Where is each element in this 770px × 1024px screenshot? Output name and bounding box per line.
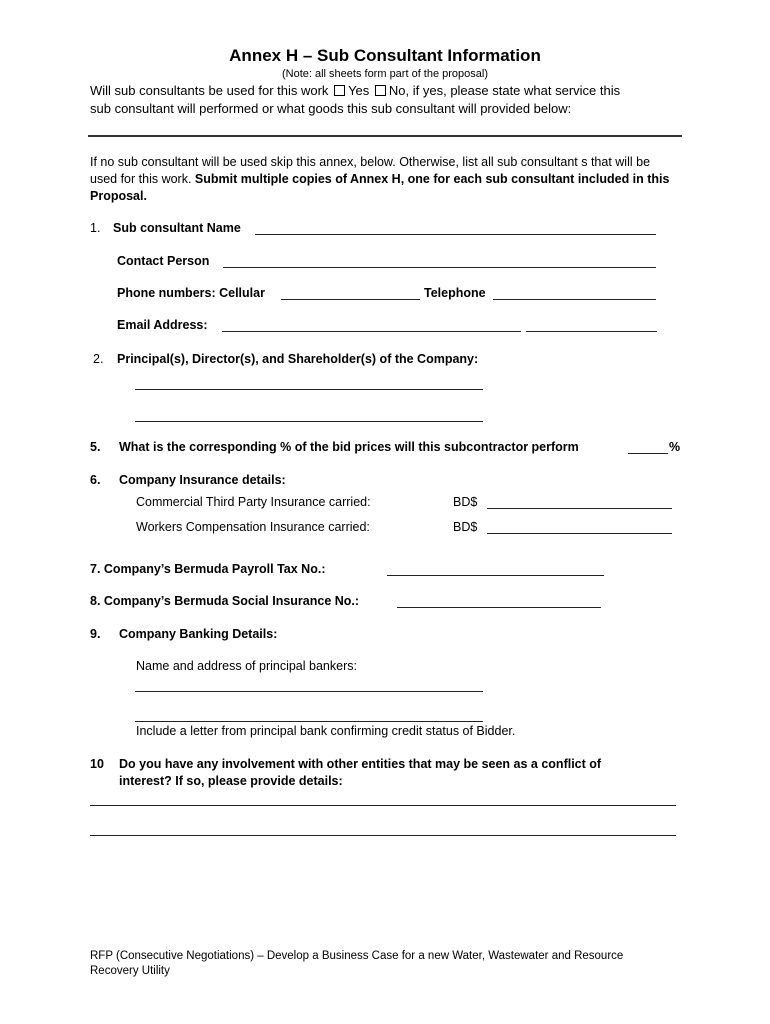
instructions-bold-text: Submit multiple copies of Annex H, one for each sub consultant included in this Proposal. — [90, 172, 670, 203]
cellular-field[interactable] — [281, 299, 420, 300]
principals-field-2[interactable] — [135, 421, 483, 422]
principals-field-1[interactable] — [135, 389, 483, 390]
bank-letter-note: Include a letter from principal bank confirming credit status of Bidder. — [136, 724, 516, 738]
section-2-number: 2. — [93, 352, 104, 366]
bid-percent-field[interactable] — [628, 453, 668, 454]
bankers-field-1[interactable] — [135, 691, 483, 692]
conflict-details-field-2[interactable] — [90, 835, 676, 836]
email-field[interactable] — [222, 331, 521, 332]
conflict-question-line-2: interest? If so, please provide details: — [119, 774, 343, 788]
percent-sign: % — [669, 440, 681, 454]
payroll-tax-label: 7. Company’s Bermuda Payroll Tax No.: — [90, 562, 326, 576]
instructions-text: If no sub consultant will be used skip this annex, below. Otherwise, list all sub consultant s that will be used for this work. — [90, 155, 651, 186]
no-label: No, if yes, please state what service this — [388, 83, 621, 98]
section-10-number: 10 — [90, 757, 104, 771]
third-party-currency: BD$ — [453, 495, 478, 509]
section-6-number: 6. — [90, 473, 101, 487]
contact-person-field[interactable] — [223, 267, 656, 268]
email-label: Email Address: — [117, 318, 208, 332]
conflict-details-field-1[interactable] — [90, 805, 676, 806]
bid-percent-label: What is the corresponding % of the bid prices will this subcontractor perform — [119, 440, 579, 454]
workers-comp-label: Workers Compensation Insurance carried: — [136, 520, 370, 534]
cellular-label: Phone numbers: Cellular — [117, 286, 265, 300]
sub-consultant-name-field[interactable] — [255, 234, 656, 235]
workers-comp-field[interactable] — [487, 533, 672, 534]
banking-details-label: Company Banking Details: — [119, 627, 278, 641]
telephone-field[interactable] — [493, 299, 656, 300]
workers-comp-currency: BD$ — [453, 520, 478, 534]
bankers-label: Name and address of principal bankers: — [136, 659, 357, 673]
footer-line-1: RFP (Consecutive Negotiations) – Develop a Business Case for a new Water, Wastewater and Resource — [90, 950, 624, 962]
intro-question: Will sub consultants be used for this work — [90, 83, 329, 98]
insurance-details-label: Company Insurance details: — [119, 473, 286, 487]
conflict-question-line-1: Do you have any involvement with other entities that may be seen as a conflict of — [119, 757, 602, 771]
social-insurance-label: 8. Company’s Bermuda Social Insurance No.: — [90, 594, 360, 608]
email-field-extra[interactable] — [526, 331, 657, 332]
section-9-number: 9. — [90, 627, 101, 641]
yes-label: Yes — [348, 83, 370, 98]
intro-line-1 — [90, 83, 620, 98]
footer-line-2: Recovery Utility — [90, 965, 170, 977]
telephone-label: Telephone — [424, 286, 486, 300]
instructions-paragraph — [90, 154, 680, 205]
contact-person-label: Contact Person — [117, 254, 210, 268]
no-checkbox[interactable] — [375, 85, 386, 96]
proposal-note: (Note: all sheets form part of the proposal) — [281, 68, 489, 80]
third-party-insurance-label: Commercial Third Party Insurance carried: — [136, 495, 371, 509]
payroll-tax-field[interactable] — [387, 575, 604, 576]
page-footer — [90, 949, 690, 979]
section-5-number: 5. — [90, 440, 101, 454]
principals-label: Principal(s), Director(s), and Shareholder(s) of the Company: — [117, 352, 479, 366]
bankers-field-2[interactable] — [135, 721, 483, 722]
third-party-insurance-field[interactable] — [487, 508, 672, 509]
yes-checkbox[interactable] — [334, 85, 345, 96]
sub-consultant-name-label: Sub consultant Name — [113, 221, 241, 235]
page-title: Annex H – Sub Consultant Information — [229, 46, 541, 65]
social-insurance-field[interactable] — [397, 607, 601, 608]
section-divider — [88, 135, 682, 137]
section-1-number: 1. — [90, 221, 101, 235]
intro-line-2: sub consultant will performed or what goods this sub consultant will provided below: — [90, 101, 572, 116]
